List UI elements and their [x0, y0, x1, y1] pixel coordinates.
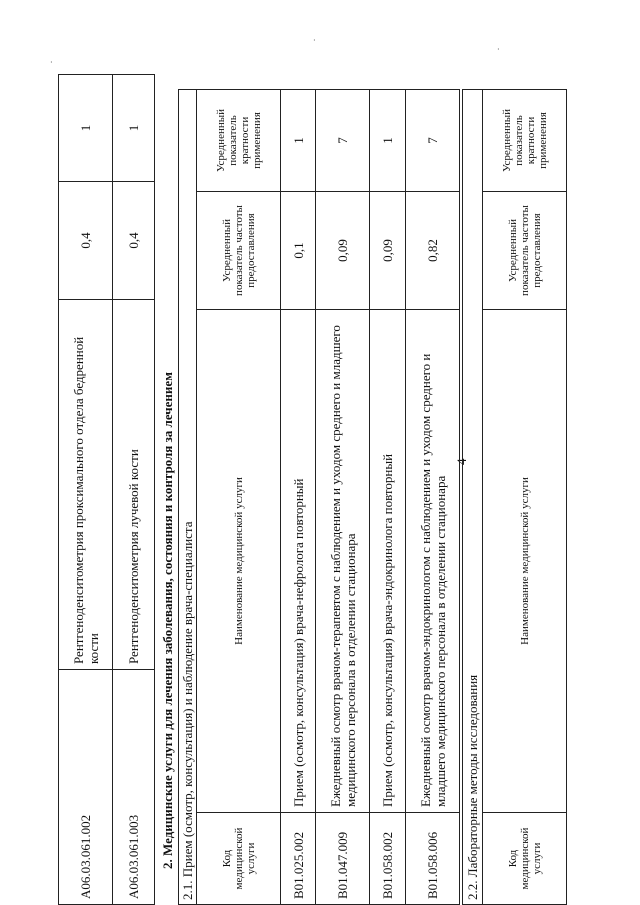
row-mult-cell: 1 — [370, 89, 406, 191]
row-freq-cell: 0,09 — [316, 192, 370, 310]
page-number: 4 — [454, 458, 469, 465]
row-mult-cell: 1 — [59, 75, 113, 182]
table-2-1 — [178, 89, 460, 905]
table-row — [370, 89, 406, 904]
scan-speck: · — [50, 58, 53, 67]
header-code: Код медицинской услуги — [483, 813, 567, 905]
row-code-cell: B01.047.009 — [316, 813, 370, 905]
row-code-cell: A06.03.061.003 — [113, 670, 155, 905]
header-freq: Усредненный показатель частоты предоставления — [197, 192, 281, 310]
table-header-row — [197, 89, 281, 904]
table-header-row — [483, 89, 567, 904]
row-code-cell: B01.025.002 — [281, 813, 316, 905]
table-section-row — [179, 89, 197, 904]
header-mult: Усредненный показатель кратности применения — [197, 89, 281, 191]
header-code: Код медицинской услуги — [197, 813, 281, 905]
scan-speck: · — [313, 36, 316, 45]
row-freq-cell: 0,4 — [59, 182, 113, 300]
row-name-cell: Рентгеноденситометрия лучевой кости — [113, 300, 155, 670]
row-name-cell: Прием (осмотр, консультация) врача-эндокринолога повторный — [370, 310, 406, 813]
section-2-1-label: 2.1. Прием (осмотр, консультация) и наблюдение врача-специалиста — [179, 89, 197, 904]
table-2-2 — [462, 89, 567, 905]
row-freq-cell: 0,1 — [281, 192, 316, 310]
table-row — [281, 89, 316, 904]
row-freq-cell: 0,82 — [406, 192, 460, 310]
table-top — [58, 74, 155, 905]
row-code-cell: B01.058.002 — [370, 813, 406, 905]
row-name-cell: Ежедневный осмотр врачом-эндокринологом с наблюдением и уходом среднего и младшего медицинского персонала в отделении стационара — [406, 310, 460, 813]
row-mult-cell: 7 — [316, 89, 370, 191]
table-row — [59, 75, 113, 905]
row-name-cell: Рентгеноденситометрия проксимального отдела бедренной кости — [59, 300, 113, 670]
row-freq-cell: 0,4 — [113, 182, 155, 300]
header-freq: Усредненный показатель частоты предоставления — [483, 192, 567, 310]
scan-speck: · — [497, 45, 500, 54]
row-name-cell: Прием (осмотр, консультация) врача-нефролога повторный — [281, 310, 316, 813]
table-row — [316, 89, 370, 904]
section-2-title: 2. Медицинские услуги для лечения заболевания, состояния и контроля за лечением — [160, 371, 175, 869]
row-mult-cell: 1 — [113, 75, 155, 182]
header-name: Наименование медицинской услуги — [483, 310, 567, 813]
section-2-2-label: 2.2. Лабораторные методы исследования — [463, 89, 483, 904]
row-mult-cell: 1 — [281, 89, 316, 191]
header-mult: Усредненный показатель кратности применения — [483, 89, 567, 191]
table-row — [406, 89, 460, 904]
row-code-cell: B01.058.006 — [406, 813, 460, 905]
table-row — [113, 75, 155, 905]
header-name: Наименование медицинской услуги — [197, 310, 281, 813]
row-name-cell: Ежедневный осмотр врачом-терапевтом с наблюдением и уходом среднего и младшего медицинского персонала в отделении стационара — [316, 310, 370, 813]
table-section-row — [463, 89, 483, 904]
row-freq-cell: 0,09 — [370, 192, 406, 310]
row-mult-cell: 7 — [406, 89, 460, 191]
row-code-cell: A06.03.061.002 — [59, 670, 113, 905]
